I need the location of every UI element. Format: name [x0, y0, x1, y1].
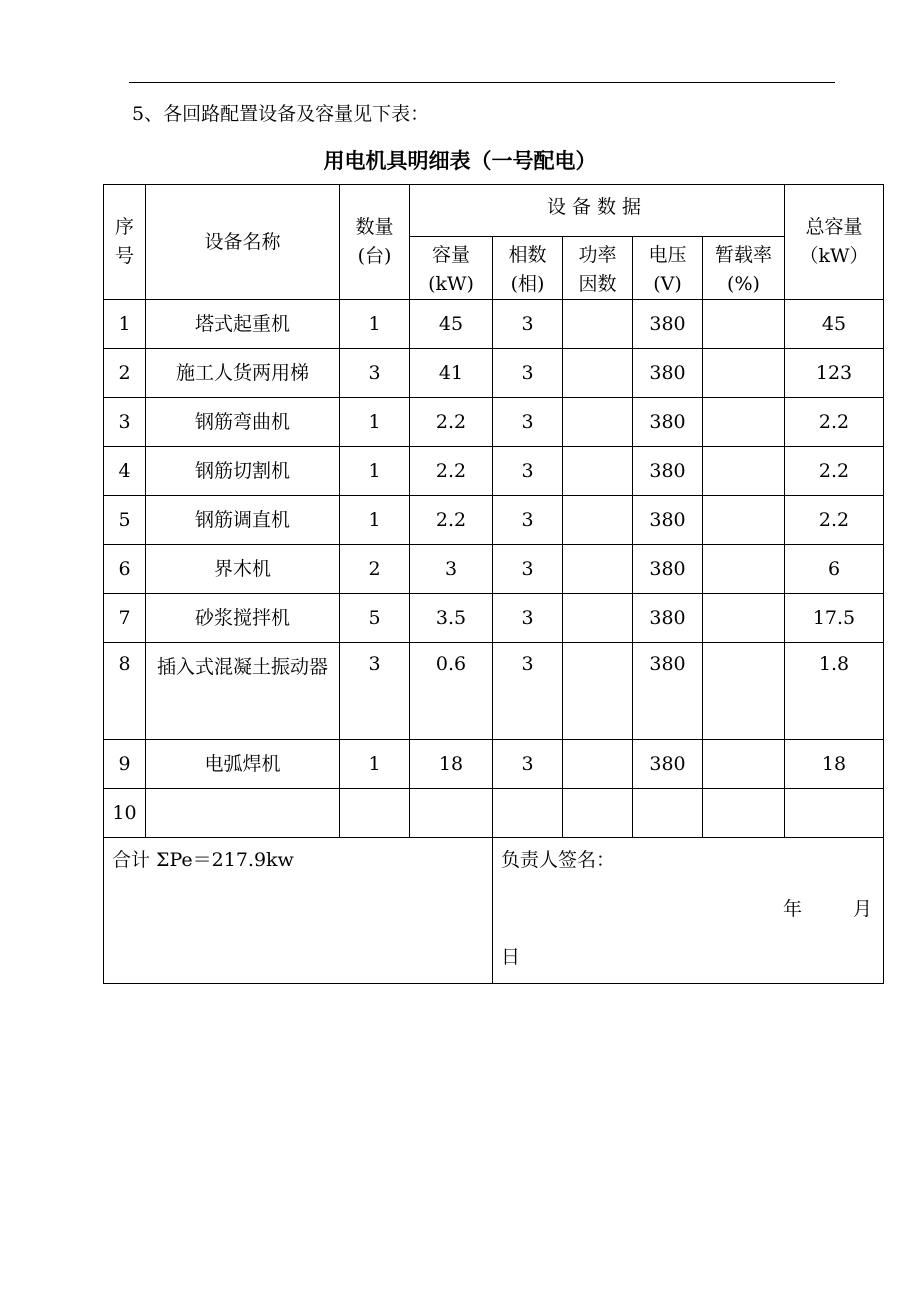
cell-duty: [703, 545, 785, 594]
intro-text: 5、各回路配置设备及容量见下表：: [132, 103, 430, 125]
signature-block: [493, 838, 884, 984]
cell-seq: 9: [104, 740, 146, 789]
cell-capacity: [410, 789, 493, 838]
cell-power-factor: [563, 740, 633, 789]
cell-phase: 3: [493, 496, 563, 545]
header-device-data: 设备数据: [410, 185, 785, 237]
cell-capacity: 41: [410, 349, 493, 398]
cell-name: 电弧焊机: [146, 740, 340, 789]
cell-power-factor: [563, 594, 633, 643]
cell-seq: 6: [104, 545, 146, 594]
cell-qty: 3: [340, 349, 410, 398]
cell-duty: [703, 789, 785, 838]
date-day-label: 日: [501, 946, 521, 968]
cell-phase: 3: [493, 545, 563, 594]
cell-power-factor: [563, 300, 633, 349]
cell-voltage: 380: [633, 300, 703, 349]
header-duty: 暂载率 (%): [703, 237, 785, 300]
cell-name: 塔式起重机: [146, 300, 340, 349]
cell-power-factor: [563, 349, 633, 398]
cell-seq: 8: [104, 643, 146, 740]
cell-voltage: 380: [633, 643, 703, 740]
cell-capacity: 45: [410, 300, 493, 349]
cell-capacity: 3: [410, 545, 493, 594]
equipment-table: [103, 184, 884, 984]
cell-duty: [703, 643, 785, 740]
cell-voltage: [633, 789, 703, 838]
table-row: [104, 789, 884, 838]
cell-power-factor: [563, 643, 633, 740]
cell-power-factor: [563, 496, 633, 545]
cell-duty: [703, 398, 785, 447]
cell-total: 45: [785, 300, 884, 349]
cell-seq: 1: [104, 300, 146, 349]
cell-qty: 1: [340, 398, 410, 447]
cell-total: 17.5: [785, 594, 884, 643]
cell-capacity: 2.2: [410, 447, 493, 496]
cell-phase: 3: [493, 594, 563, 643]
table-row: [104, 740, 884, 789]
cell-total: 2.2: [785, 496, 884, 545]
cell-qty: 1: [340, 300, 410, 349]
header-row-top: [104, 185, 884, 237]
cell-voltage: 380: [633, 496, 703, 545]
cell-phase: 3: [493, 349, 563, 398]
cell-phase: 3: [493, 398, 563, 447]
cell-power-factor: [563, 789, 633, 838]
cell-name: 界木机: [146, 545, 340, 594]
cell-phase: 3: [493, 300, 563, 349]
table-row: [104, 398, 884, 447]
cell-qty: 3: [340, 643, 410, 740]
header-power-factor: 功率 因数: [563, 237, 633, 300]
cell-total: 2.2: [785, 398, 884, 447]
cell-capacity: 0.6: [410, 643, 493, 740]
cell-name: [146, 789, 340, 838]
table-row: [104, 349, 884, 398]
table-row: [104, 545, 884, 594]
cell-duty: [703, 740, 785, 789]
header-qty: 数量 (台): [340, 185, 410, 300]
cell-power-factor: [563, 545, 633, 594]
cell-qty: 1: [340, 447, 410, 496]
cell-phase: 3: [493, 643, 563, 740]
cell-seq: 4: [104, 447, 146, 496]
cell-capacity: 2.2: [410, 496, 493, 545]
cell-qty: 1: [340, 740, 410, 789]
header-voltage: 电压 (V): [633, 237, 703, 300]
cell-seq: 2: [104, 349, 146, 398]
cell-duty: [703, 594, 785, 643]
cell-duty: [703, 496, 785, 545]
header-rule: [129, 82, 835, 83]
cell-name: 钢筋调直机: [146, 496, 340, 545]
cell-phase: [493, 789, 563, 838]
cell-total: 123: [785, 349, 884, 398]
header-seq: 序 号: [104, 185, 146, 300]
cell-voltage: 380: [633, 545, 703, 594]
cell-name: 施工人货两用梯: [146, 349, 340, 398]
cell-seq: 10: [104, 789, 146, 838]
date-year-label: 年: [783, 898, 803, 920]
cell-total: 1.8: [785, 643, 884, 740]
table-row: [104, 643, 884, 740]
table-row: [104, 496, 884, 545]
cell-duty: [703, 300, 785, 349]
table-row: [104, 300, 884, 349]
signature-label: 负责人签名：: [501, 849, 616, 871]
cell-qty: [340, 789, 410, 838]
cell-phase: 3: [493, 740, 563, 789]
cell-total: 2.2: [785, 447, 884, 496]
cell-voltage: 380: [633, 447, 703, 496]
cell-name: 钢筋弯曲机: [146, 398, 340, 447]
cell-duty: [703, 447, 785, 496]
cell-voltage: 380: [633, 594, 703, 643]
cell-capacity: 3.5: [410, 594, 493, 643]
cell-voltage: 380: [633, 398, 703, 447]
header-name: 设备名称: [146, 185, 340, 300]
cell-name: 砂浆搅拌机: [146, 594, 340, 643]
cell-name: 插入式混凝土振动器: [146, 643, 340, 740]
cell-phase: 3: [493, 447, 563, 496]
cell-duty: [703, 349, 785, 398]
date-month-label: 月: [853, 898, 873, 920]
cell-total: 18: [785, 740, 884, 789]
cell-seq: 5: [104, 496, 146, 545]
total-sum: 合计 ΣPe＝217.9kw: [104, 838, 493, 984]
header-total: 总容量 （kW）: [785, 185, 884, 300]
cell-total: [785, 789, 884, 838]
cell-voltage: 380: [633, 349, 703, 398]
cell-capacity: 18: [410, 740, 493, 789]
cell-seq: 7: [104, 594, 146, 643]
header-capacity: 容量 (kW): [410, 237, 493, 300]
cell-power-factor: [563, 398, 633, 447]
cell-total: 6: [785, 545, 884, 594]
cell-voltage: 380: [633, 740, 703, 789]
table-title: 用电机具明细表（一号配电）: [323, 148, 597, 173]
table-row: [104, 447, 884, 496]
cell-power-factor: [563, 447, 633, 496]
cell-qty: 2: [340, 545, 410, 594]
cell-qty: 5: [340, 594, 410, 643]
cell-seq: 3: [104, 398, 146, 447]
cell-capacity: 2.2: [410, 398, 493, 447]
header-phase: 相数 (相): [493, 237, 563, 300]
footer-row: [104, 838, 884, 984]
table-row: [104, 594, 884, 643]
cell-qty: 1: [340, 496, 410, 545]
cell-name: 钢筋切割机: [146, 447, 340, 496]
